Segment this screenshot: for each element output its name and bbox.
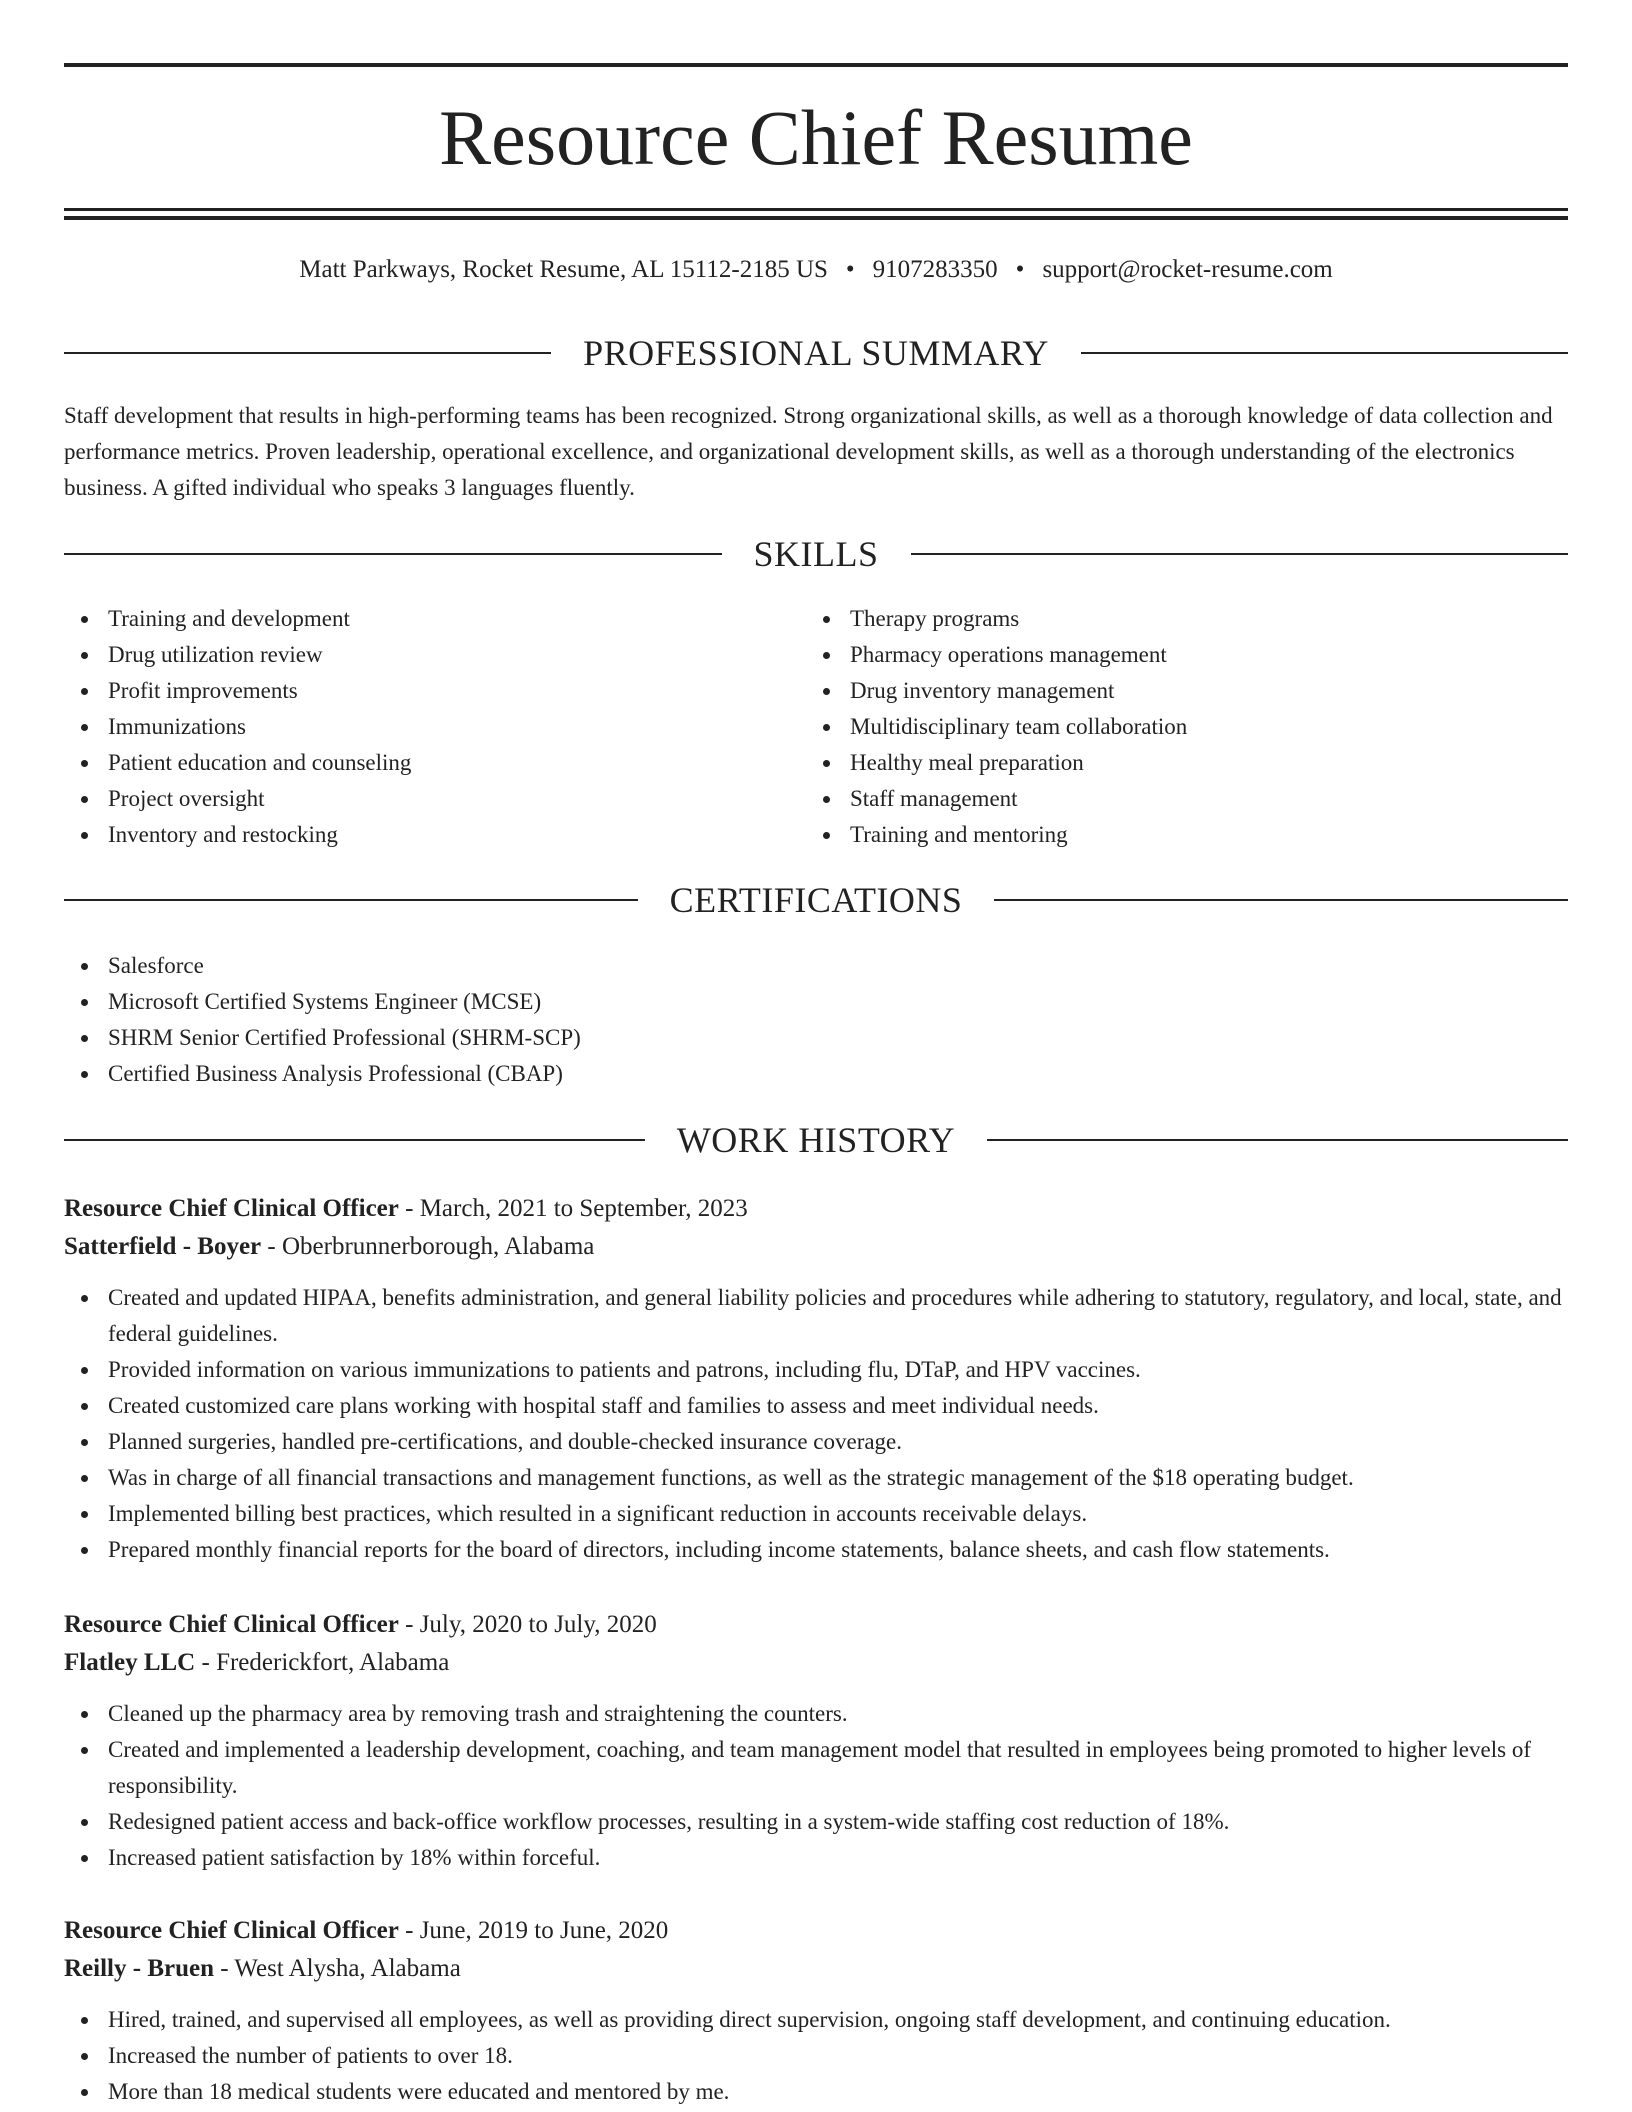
skill-item: Drug inventory management <box>806 673 1566 709</box>
heading-rule-right <box>911 553 1569 555</box>
work-history-heading <box>64 1118 1568 1162</box>
job-bullet: Hired, trained, and supervised all employees, as well as providing direct supervision, ongoing staff development, and continuing education. <box>64 2002 1568 2038</box>
job-company-line <box>64 1228 1568 1266</box>
job-bullet: Was in charge of all financial transactions and management functions, as well as the strategic management of the $18 operating budget. <box>64 1460 1568 1496</box>
job-bullet: Increased the number of patients to over 18. <box>64 2038 1568 2074</box>
job-location: - Frederickfort, Alabama <box>195 1649 450 1676</box>
contact-email: support@rocket-resume.com <box>1042 256 1333 283</box>
job-title-line <box>64 1190 1568 1228</box>
summary-heading-label: PROFESSIONAL SUMMARY <box>583 333 1049 373</box>
job-entry <box>64 1912 1568 2110</box>
job-entry <box>64 1190 1568 1568</box>
contact-separator: • <box>1015 256 1025 283</box>
skills-heading-label: SKILLS <box>753 534 879 574</box>
job-bullet: Implemented billing best practices, which resulted in a significant reduction in accounts receivable delays. <box>64 1496 1568 1532</box>
skill-item: Profit improvements <box>64 673 804 709</box>
title-rule-lower <box>64 216 1568 220</box>
top-rule <box>64 63 1568 67</box>
heading-rule-right <box>987 1139 1568 1141</box>
job-title-line <box>64 1912 1568 1950</box>
job-bullet: Planned surgeries, handled pre-certifications, and double-checked insurance coverage. <box>64 1424 1568 1460</box>
job-bullets <box>64 1696 1568 1876</box>
job-bullet: Increased patient satisfaction by 18% within forceful. <box>64 1840 1568 1876</box>
certification-item: Certified Business Analysis Professional (CBAP) <box>64 1056 1568 1092</box>
job-bullet: Prepared monthly financial reports for the board of directors, including income statements, balance sheets, and cash flow statements. <box>64 1532 1568 1568</box>
skill-item: Multidisciplinary team collaboration <box>806 709 1566 745</box>
heading-rule-right <box>1081 352 1568 354</box>
certification-item: Microsoft Certified Systems Engineer (MCSE) <box>64 984 1568 1020</box>
skills-list-right <box>806 601 1566 853</box>
skill-item: Training and development <box>64 601 804 637</box>
job-title: Resource Chief Clinical Officer <box>64 1611 399 1638</box>
heading-rule-left <box>64 352 551 354</box>
job-title: Resource Chief Clinical Officer <box>64 1195 399 1222</box>
job-bullet: Created and updated HIPAA, benefits administration, and general liability policies and procedures while adhering to statutory, regulatory, and local, state, and federal guidelines. <box>64 1280 1568 1352</box>
certification-item: SHRM Senior Certified Professional (SHRM-SCP) <box>64 1020 1568 1056</box>
certifications-heading <box>64 878 1568 922</box>
job-company: Satterfield - Boyer <box>64 1233 262 1260</box>
skill-item: Pharmacy operations management <box>806 637 1566 673</box>
job-bullets <box>64 1280 1568 1568</box>
job-title-line <box>64 1606 1568 1644</box>
job-bullets <box>64 2002 1568 2110</box>
heading-rule-left <box>64 1139 645 1141</box>
job-bullet: More than 18 medical students were educated and mentored by me. <box>64 2074 1568 2110</box>
job-location: - Oberbrunnerborough, Alabama <box>261 1233 595 1260</box>
skill-item: Staff management <box>806 781 1566 817</box>
job-company-line <box>64 1644 1568 1682</box>
skills-heading <box>64 532 1568 576</box>
certification-item: Salesforce <box>64 948 1568 984</box>
job-dates: - July, 2020 to July, 2020 <box>398 1611 657 1638</box>
title-rule-upper <box>64 208 1568 211</box>
skill-item: Therapy programs <box>806 601 1566 637</box>
job-dates: - March, 2021 to September, 2023 <box>398 1195 748 1222</box>
skill-item: Training and mentoring <box>806 817 1566 853</box>
job-bullet: Created customized care plans working with hospital staff and families to assess and meet individual needs. <box>64 1388 1568 1424</box>
job-company: Flatley LLC <box>64 1649 196 1676</box>
contact-line <box>64 254 1568 286</box>
job-bullet: Provided information on various immunizations to patients and patrons, including flu, DTaP, and HPV vaccines. <box>64 1352 1568 1388</box>
skill-item: Inventory and restocking <box>64 817 804 853</box>
contact-phone: 9107283350 <box>872 256 998 283</box>
work-history-heading-label: WORK HISTORY <box>676 1120 956 1160</box>
skill-item: Patient education and counseling <box>64 745 804 781</box>
job-entry <box>64 1606 1568 1876</box>
certifications-list <box>64 948 1568 1092</box>
heading-rule-left <box>64 553 722 555</box>
contact-separator: • <box>845 256 855 283</box>
job-bullet: Redesigned patient access and back-office workflow processes, resulting in a system-wide staffing cost reduction of 18%. <box>64 1804 1568 1840</box>
heading-rule-right <box>994 899 1568 901</box>
skills-list-left <box>64 601 804 853</box>
job-bullet: Created and implemented a leadership development, coaching, and team management model that resulted in employees being promoted to higher levels of responsibility. <box>64 1732 1568 1804</box>
job-location: - West Alysha, Alabama <box>214 1955 461 1982</box>
job-company: Reilly - Bruen <box>64 1955 214 1982</box>
job-dates: - June, 2019 to June, 2020 <box>398 1917 669 1944</box>
certifications-heading-label: CERTIFICATIONS <box>669 880 963 920</box>
skill-item: Project oversight <box>64 781 804 817</box>
heading-rule-left <box>64 899 638 901</box>
skill-item: Drug utilization review <box>64 637 804 673</box>
job-title: Resource Chief Clinical Officer <box>64 1917 399 1944</box>
contact-address: Matt Parkways, Rocket Resume, AL 15112-2185 US <box>299 256 828 283</box>
summary-heading <box>64 331 1568 375</box>
skill-item: Healthy meal preparation <box>806 745 1566 781</box>
summary-text: Staff development that results in high-performing teams has been recognized. Strong organizational skills, as well as a thorough knowledge of data collection and performance metrics. Proven leadership, operational excellence, and organizational development skills, as well as a thorough understanding of the electronics business. A gifted individual who speaks 3 languages fluently. <box>64 403 1553 500</box>
skill-item: Immunizations <box>64 709 804 745</box>
job-company-line <box>64 1950 1568 1988</box>
resume-title: Resource Chief Resume <box>439 94 1193 181</box>
job-bullet: Cleaned up the pharmacy area by removing trash and straightening the counters. <box>64 1696 1568 1732</box>
